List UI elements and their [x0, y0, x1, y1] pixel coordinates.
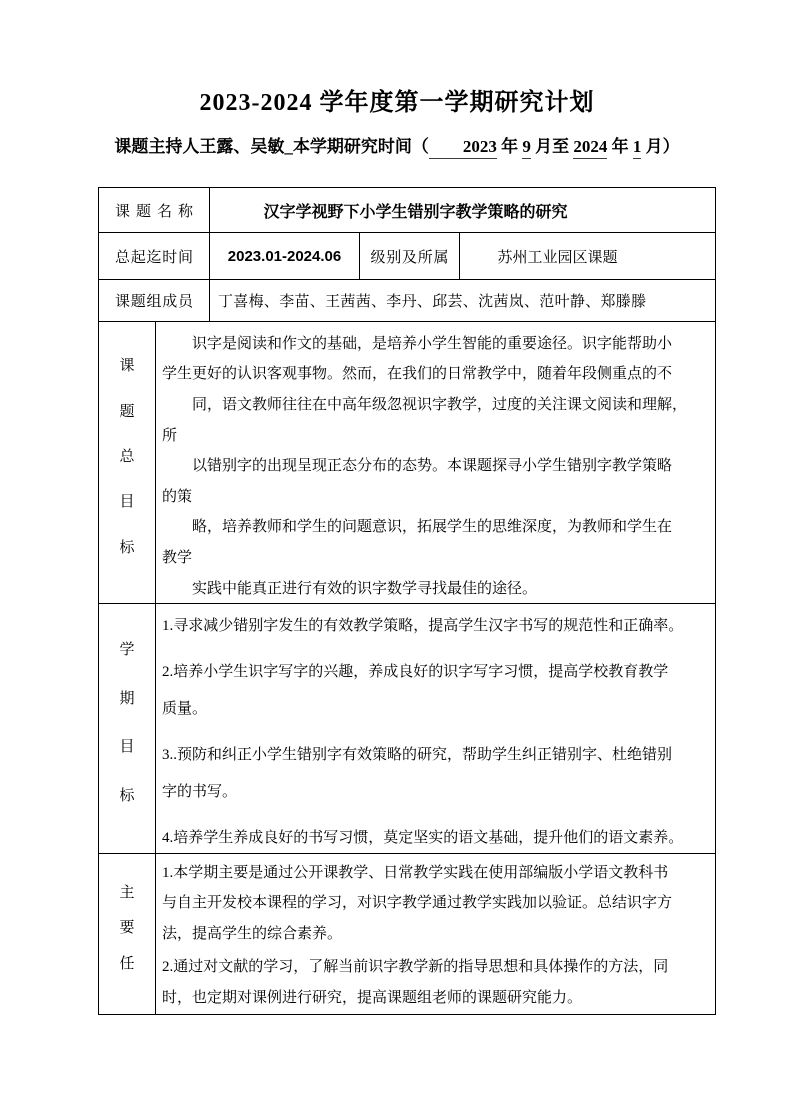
- level-value: 苏州工业园区课题: [459, 233, 715, 279]
- table-section-main-task: [99, 853, 715, 1014]
- members-label-cell: [99, 280, 209, 321]
- vertical-label-char: 主: [119, 885, 135, 902]
- goal-line: 同，语文教师往往在中高年级忽视识字教学，过度的关注课文阅读和理解，: [192, 396, 688, 413]
- goal-line: 教学: [162, 549, 193, 566]
- start-month-underlined: 9: [522, 137, 531, 159]
- term-goal-line: 3..预防和纠正小学生错别字有效策略的研究，帮助学生纠正错别字、杜绝错别: [162, 747, 673, 763]
- vertical-label-char: 目: [119, 739, 135, 756]
- overall-goal-vertical-label: [99, 322, 155, 603]
- vertical-label-char: 标: [119, 788, 135, 805]
- term-goal-content: [155, 604, 715, 853]
- subtitle-sep1: 年: [496, 137, 523, 156]
- topic-label: 课题名称: [115, 203, 193, 220]
- table-row-topic: [99, 188, 715, 232]
- subtitle: [0, 132, 794, 159]
- main-task-line: 与自主开发校本课程的学习，对识字教学通过教学实践加以验证。总结识字方: [162, 895, 673, 912]
- subtitle-prefix: 课题主持人王露、吴敏_本学期研究时间（: [114, 137, 429, 156]
- members-label: 课题组成员: [115, 294, 193, 310]
- end-year-underlined: 2024: [573, 137, 607, 159]
- time-label: 总起迄时间: [115, 249, 193, 266]
- members-value: 丁喜梅、李苗、王茜茜、李丹、邱芸、沈茜岚、范叶静、郑滕滕: [209, 280, 715, 321]
- term-goal-line: 1.寻求减少错别字发生的有效教学策略，提高学生汉字书写的规范性和正确率。: [162, 618, 684, 634]
- goal-line: 识字是阅读和作文的基础，是培养小学生智能的重要途径。识字能帮助小: [192, 335, 673, 352]
- main-task-line: 法，提高学生的综合素养。: [162, 925, 343, 942]
- main-task-line: 2.通过对文献的学习，了解当前识字教学新的指导思想和具体操作的方法，同: [162, 959, 669, 976]
- table-section-overall-goal: [99, 321, 715, 603]
- table-section-term-goal: [99, 603, 715, 853]
- vertical-label-char: 期: [119, 690, 135, 707]
- start-year-underlined: 2023: [429, 132, 497, 159]
- term-goal-line: 4.培养学生养成良好的书写习惯，莫定坚实的语文基础，提升他们的语文素养。: [162, 830, 684, 846]
- subtitle-sep3: 年: [607, 137, 633, 156]
- topic-label-cell: [99, 188, 209, 232]
- overall-goal-content: [155, 322, 715, 603]
- page-title: 2023-2024 学年度第一学期研究计划: [199, 90, 595, 116]
- vertical-label-char: 课: [119, 358, 135, 375]
- table-row-members: [99, 279, 715, 321]
- goal-line: 的策: [162, 488, 193, 505]
- vertical-label-char: 学: [119, 641, 135, 658]
- vertical-label-char: 要: [119, 920, 135, 937]
- main-task-line: 1.本学期主要是通过公开课教学、日常教学实践在使用部编版小学语文教科书: [162, 864, 669, 881]
- vertical-label-char: 目: [119, 494, 135, 511]
- topic-value: 汉字学视野下小学生错别字教学策略的研究: [209, 188, 715, 232]
- goal-line: 所: [162, 427, 178, 444]
- end-month-underlined: 1: [633, 137, 642, 159]
- table-row-time: [99, 232, 715, 279]
- main-task-content: [155, 854, 715, 1014]
- main-task-line: 时，也定期对课例进行研究，提高课题组老师的课题研究能力。: [162, 989, 583, 1006]
- subtitle-suffix: 月）: [641, 137, 680, 156]
- time-label-cell: [99, 233, 209, 279]
- time-value: 2023.01-2024.06: [209, 233, 359, 279]
- term-goal-line: 字的书写。: [162, 784, 238, 800]
- subtitle-sep2: 月至: [530, 137, 574, 156]
- level-label-cell: [359, 233, 459, 279]
- term-goal-line: 质量。: [162, 701, 208, 717]
- vertical-label-char: 标: [119, 539, 135, 556]
- level-label: 级别及所属: [370, 249, 449, 266]
- vertical-label-char: 任: [119, 955, 135, 972]
- goal-line: 以错别字的出现呈现正态分布的态势。本课题探寻小学生错别字教学策略: [192, 458, 673, 475]
- research-plan-table: [98, 187, 716, 1015]
- goal-line: 学生更好的认识客观事物。然而，在我们的日常教学中，随着年段侧重点的不: [162, 366, 673, 383]
- goal-line: 实践中能真正进行有效的识字数学寻找最佳的途径。: [192, 580, 538, 597]
- vertical-label-char: 题: [119, 403, 135, 420]
- vertical-label-char: 总: [119, 448, 135, 465]
- term-goal-vertical-label: [99, 604, 155, 853]
- main-task-vertical-label: [99, 854, 155, 1014]
- goal-line: 略，培养教师和学生的问题意识，拓展学生的思维深度，为教师和学生在: [192, 519, 673, 536]
- term-goal-line: 2.培养小学生识字写字的兴趣，养成良好的识字写字习惯，提高学校教育教学: [162, 664, 669, 680]
